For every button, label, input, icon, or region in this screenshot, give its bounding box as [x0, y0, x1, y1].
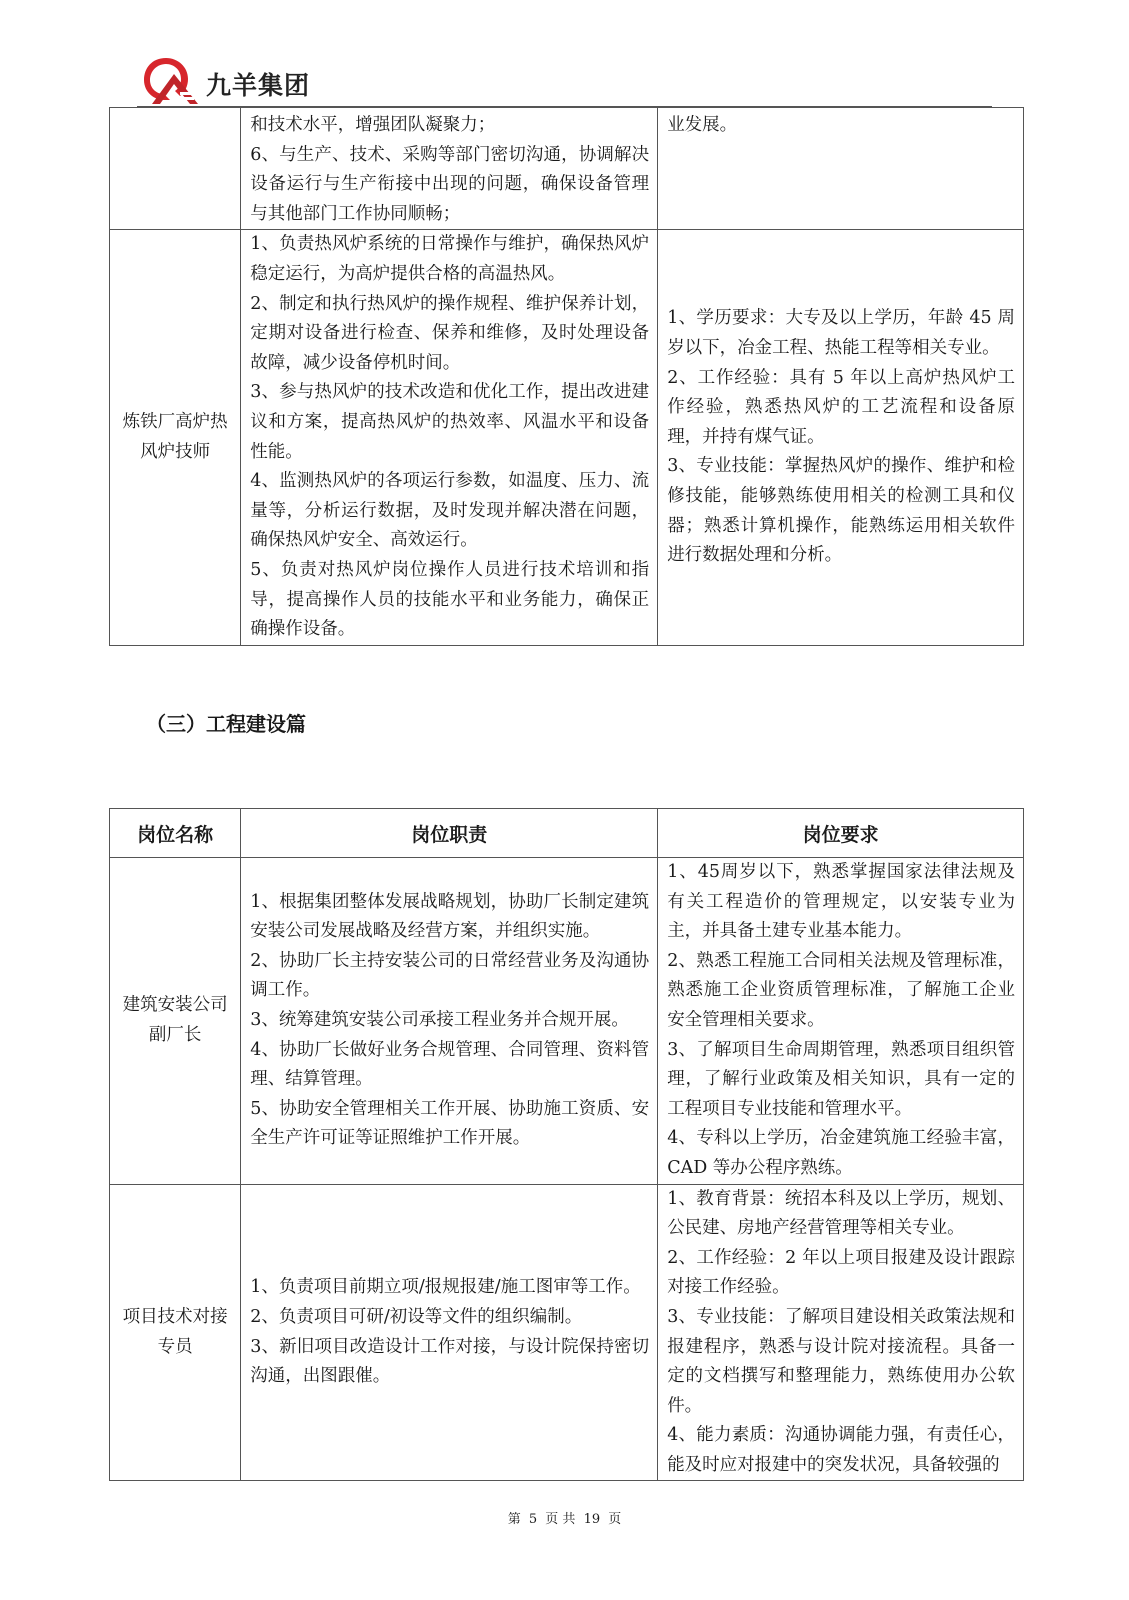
duty-item: 6、与生产、技术、采购等部门密切沟通，协调解决设备运行与生产衔接中出现的问题，确保设备管理与其他部门工作协同顺畅； — [250, 144, 650, 224]
requirement-item: 1、45周岁以下，熟悉掌握国家法律法规及有关工程造价的管理规定，以安装专业为主，并具备土建专业基本能力。 — [667, 862, 1015, 942]
column-header-requirements: 岗位要求 — [658, 809, 1024, 858]
position-name-cell — [110, 1184, 241, 1481]
position-name-cell — [110, 108, 241, 230]
page-number: 5 — [528, 1512, 538, 1527]
footer-prefix: 第 — [507, 1512, 521, 1527]
duty-item: 3、统筹建筑安装公司承接工程业务并合规开展。 — [250, 1009, 629, 1030]
page-total: 19 — [583, 1512, 601, 1527]
company-name: 九羊集团 — [206, 71, 311, 100]
requirement-item: 2、工作经验：2 年以上项目报建及设计跟踪对接工作经验。 — [667, 1247, 1015, 1298]
duty-item: 4、监测热风炉的各项运行参数，如温度、压力、流量等，分析运行数据，及时发现并解决潜在问题，确保热风炉安全、高效运行。 — [250, 471, 650, 551]
position-name: 项目技术对接专员 — [122, 1306, 228, 1357]
duties-cell — [241, 108, 658, 230]
requirements-cell — [658, 858, 1024, 1185]
table-header-row — [110, 809, 1024, 858]
duties-cell — [241, 230, 658, 645]
duty-item: 1、负责热风炉系统的日常操作与维护，确保热风炉稳定运行，为高炉提供合格的高温热风。 — [250, 234, 650, 284]
position-name-cell — [110, 230, 241, 645]
company-logo — [140, 52, 330, 108]
requirement-item: 3、了解项目生命周期管理，熟悉项目组织管理，了解行业政策及相关知识，具有一定的工程项目专业技能和管理水平。 — [667, 1039, 1015, 1119]
duties-cell — [241, 858, 658, 1185]
duty-item: 2、协助厂长主持安装公司的日常经营业务及沟通协调工作。 — [250, 950, 650, 1001]
duty-item: 5、协助安全管理相关工作开展、协助施工资质、安全生产许可证等证照维护工作开展。 — [250, 1098, 650, 1149]
duty-item: 5、负责对热风炉岗位操作人员进行技术培训和指导，提高操作人员的技能水平和业务能力，确保正确操作设备。 — [250, 559, 650, 640]
duty-item: 2、制定和执行热风炉的操作规程、维护保养计划，定期对设备进行检查、保养和维修，及时处理设备故障，减少设备停机时间。 — [250, 293, 650, 373]
duty-item: 4、协助厂长做好业务合规管理、合同管理、资料管理、结算管理。 — [250, 1039, 650, 1090]
requirement-item: 2、熟悉工程施工合同相关法规及管理标准，熟悉施工企业资质管理标准，了解施工企业安全管理相关要求。 — [667, 950, 1015, 1030]
duty-item: 和技术水平，增强团队凝聚力； — [250, 115, 496, 135]
requirement-item: 1、学历要求：大专及以上学历，年龄 45 周岁以下，冶金工程、热能工程等相关专业。 — [667, 308, 1015, 358]
duty-item: 1、根据集团整体发展战略规划，协助厂长制定建筑安装公司发展战略及经营方案，并组织实施。 — [250, 891, 650, 942]
footer-suffix: 页 — [608, 1512, 622, 1527]
jiuyang-logo-icon — [140, 52, 210, 108]
duties-cell — [241, 1184, 658, 1481]
duty-item: 3、参与热风炉的技术改造和优化工作，提出改进建议和方案，提高热风炉的热效率、风温水平和设备性能。 — [250, 382, 650, 462]
column-header-name: 岗位名称 — [110, 809, 241, 858]
table-row — [110, 858, 1024, 1185]
positions-table-continued — [109, 107, 1024, 646]
requirement-item: 业发展。 — [667, 115, 738, 135]
table-row — [110, 108, 1024, 230]
table-row — [110, 1184, 1024, 1481]
position-name: 建筑安装公司副厂长 — [122, 995, 228, 1045]
requirement-item: 2、工作经验：具有 5 年以上高炉热风炉工作经验，熟悉热风炉的工艺流程和设备原理，并持有煤气证。 — [667, 367, 1015, 447]
footer-middle: 页 共 — [545, 1512, 576, 1527]
requirement-item: 3、专业技能：了解项目建设相关政策法规和报建程序，熟悉与设计院对接流程。具备一定的文档撰写和整理能力，熟练使用办公软件。 — [667, 1306, 1015, 1416]
duty-item: 3、新旧项目改造设计工作对接，与设计院保持密切沟通，出图跟催。 — [250, 1336, 650, 1387]
page-footer — [0, 1508, 1129, 1527]
position-name-cell — [110, 858, 241, 1185]
engineering-positions-table — [109, 808, 1024, 1481]
requirements-cell — [658, 1184, 1024, 1481]
position-name: 炼铁厂高炉热风炉技师 — [122, 411, 228, 462]
requirement-item: 4、能力素质：沟通协调能力强，有责任心，能及时应对报建中的突发状况，具备较强的 — [667, 1425, 1015, 1475]
table-row — [110, 230, 1024, 645]
section-title: （三）工程建设篇 — [146, 712, 306, 736]
requirement-item: 3、专业技能：掌握热风炉的操作、维护和检修技能，能够熟练使用相关的检测工具和仪器；熟悉计算机操作，能熟练运用相关软件进行数据处理和分析。 — [667, 456, 1015, 566]
column-header-duties: 岗位职责 — [241, 809, 658, 858]
requirement-item: 4、专科以上学历，冶金建筑施工经验丰富，CAD 等办公程序熟练。 — [667, 1128, 1015, 1178]
requirements-cell — [658, 108, 1024, 230]
duty-item: 2、负责项目可研/初设等文件的组织编制。 — [250, 1306, 583, 1327]
duty-item: 1、负责项目前期立项/报规报建/施工图审等工作。 — [250, 1277, 641, 1298]
requirements-cell — [658, 230, 1024, 645]
requirement-item: 1、教育背景：统招本科及以上学历，规划、公民建、房地产经营管理等相关专业。 — [667, 1188, 1015, 1239]
